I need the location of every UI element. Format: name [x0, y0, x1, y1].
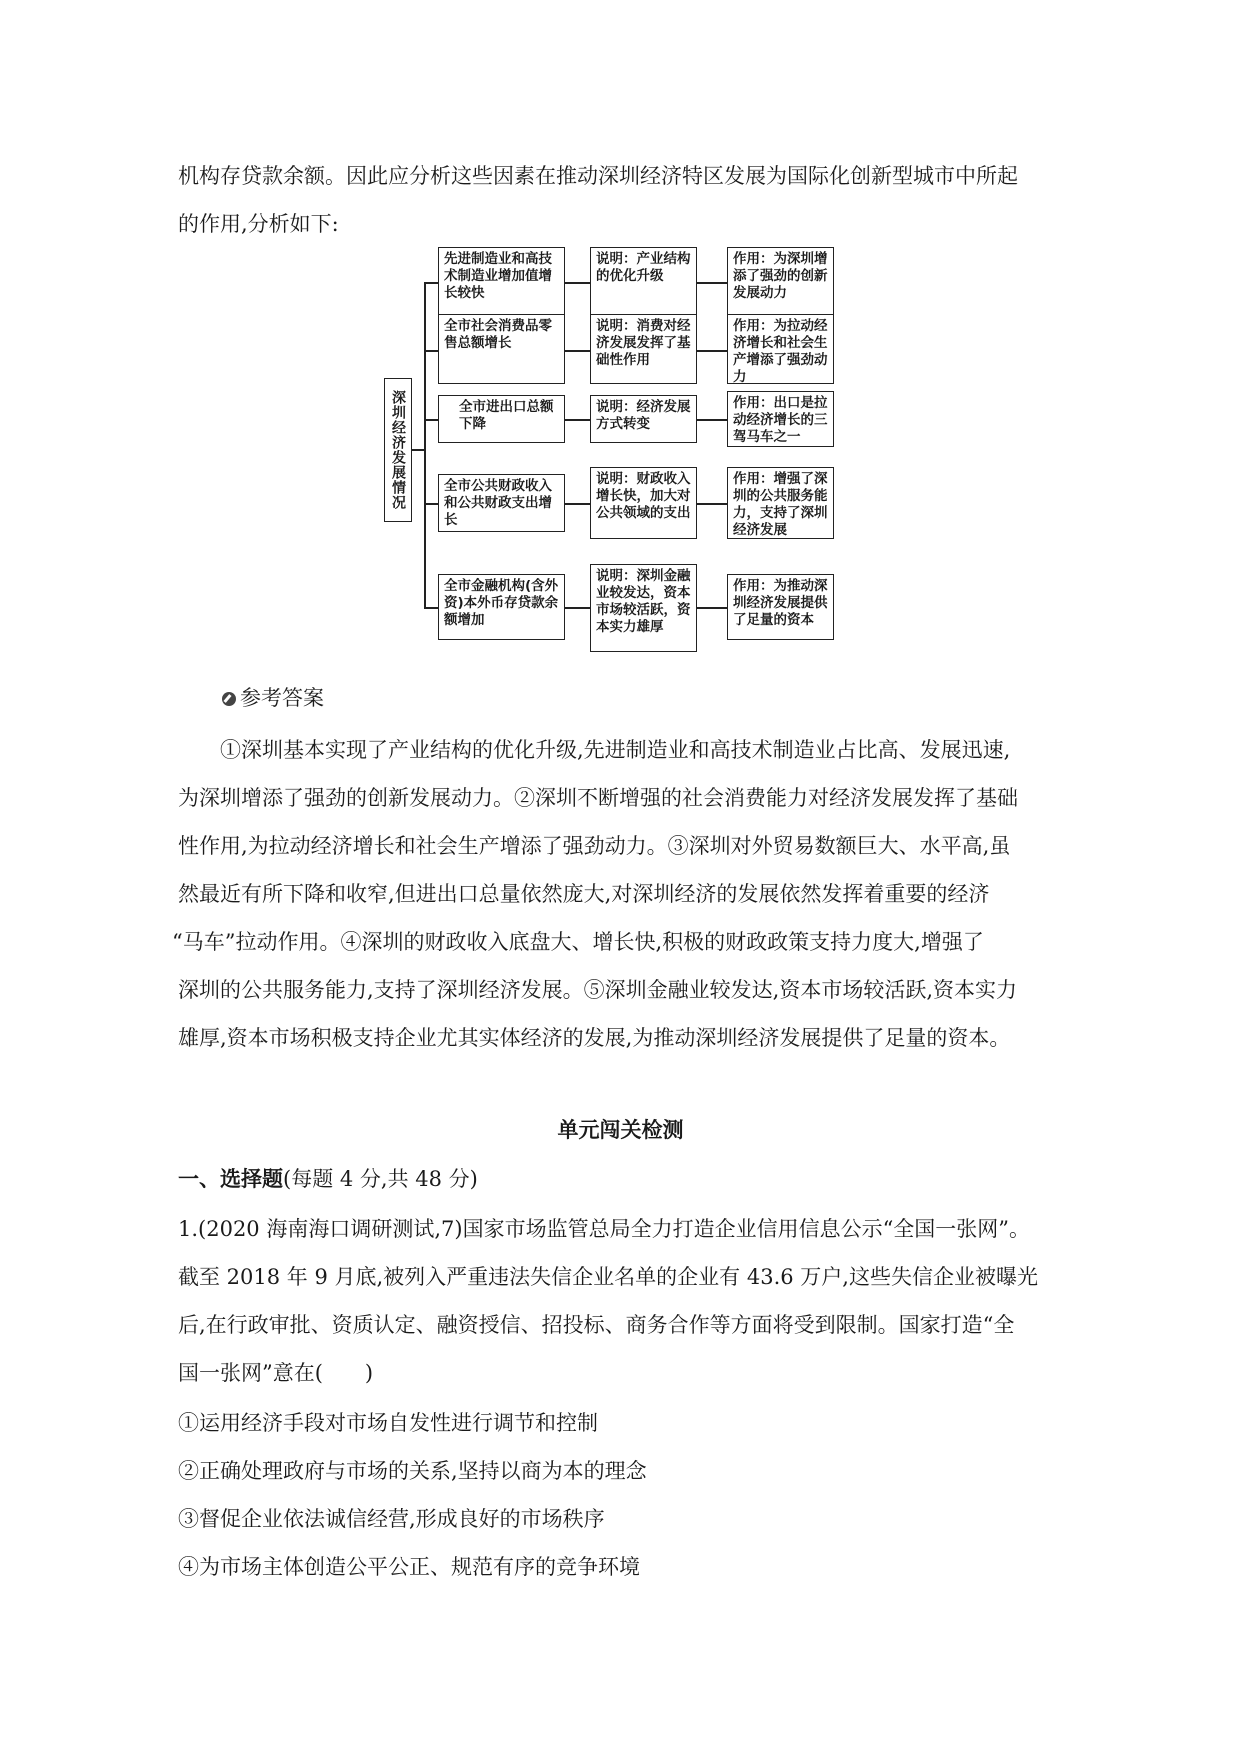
- row1-branch: [424, 282, 438, 284]
- bracket-spine: [424, 282, 426, 607]
- row4-effect-box: 作用：增强了深圳的公共服务能力，支持了深圳经济发展: [727, 467, 834, 539]
- row5-effect-box: 作用：为推动深圳经济发展提供了足量的资本: [727, 574, 834, 640]
- root-connector: [412, 449, 424, 451]
- row2-explain-box: 说明：消费对经济发展发挥了基础性作用: [590, 314, 697, 384]
- row1-factor-box: 先进制造业和高技术制造业增加值增长较快: [438, 247, 565, 317]
- option-3: ③督促企业依法诚信经营,形成良好的市场秩序: [178, 1507, 605, 1531]
- row1-explain-box: 说明：产业结构的优化升级: [590, 247, 697, 317]
- option-2: ②正确处理政府与市场的关系,坚持以商为本的理念: [178, 1459, 647, 1483]
- answer-heading-text: 参考答案: [240, 686, 324, 710]
- option-4: ④为市场主体创造公平公正、规范有序的竞争环境: [178, 1555, 640, 1579]
- row4-link-a: [565, 503, 590, 505]
- row4-explain-box: 说明：财政收入增长快，加大对公共领域的支出: [590, 467, 697, 539]
- row3-branch: [424, 419, 438, 421]
- row3-link-b: [697, 419, 727, 421]
- question-line-4: 国一张网”意在( ): [178, 1361, 374, 1385]
- row3-factor-box: 全市进出口总额下降: [438, 395, 565, 443]
- row1-link-b: [697, 282, 727, 284]
- row2-link-b: [697, 350, 727, 352]
- question-line-2: 截至 2018 年 9 月底,被列入严重违法失信企业名单的企业有 43.6 万户,这些失信企业被曝光: [178, 1265, 1038, 1289]
- answer-line-4: 然最近有所下降和收窄,但进出口总量依然庞大,对深圳经济的发展依然发挥着重要的经济: [178, 882, 990, 906]
- row3-explain-box: 说明：经济发展方式转变: [590, 395, 697, 443]
- answer-heading: [222, 683, 1122, 713]
- row5-link-b: [697, 607, 727, 609]
- answer-line-7: 雄厚,资本市场积极支持企业尤其实体经济的发展,为推动深圳经济发展提供了足量的资本。: [178, 1026, 1011, 1050]
- row3-link-a: [565, 419, 590, 421]
- row4-factor-box: 全市公共财政收入和公共财政支出增长: [438, 474, 565, 532]
- row2-link-a: [565, 350, 590, 352]
- answer-line-6: 深圳的公共服务能力,支持了深圳经济发展。⑤深圳金融业较发达,资本市场较活跃,资本实力: [178, 978, 1018, 1002]
- answer-line-2: 为深圳增添了强劲的创新发展动力。②深圳不断增强的社会消费能力对经济发展发挥了基础: [178, 786, 1018, 810]
- intro-line-1: 机构存贷款余额。因此应分析这些因素在推动深圳经济特区发展为国际化创新型城市中所起: [178, 164, 1018, 188]
- answer-line-5: “马车”拉动作用。④深圳的财政收入底盘大、增长快,积极的财政政策支持力度大,增强了: [172, 930, 984, 954]
- row3-effect-box: 作用：出口是拉动经济增长的三驾马车之一: [727, 391, 834, 447]
- option-1: ①运用经济手段对市场自发性进行调节和控制: [178, 1411, 598, 1435]
- part-heading: [178, 1164, 1078, 1194]
- diagram-root-box: 深圳经济发展情况: [384, 378, 412, 522]
- row5-link-a: [565, 607, 590, 609]
- row5-explain-box: 说明：深圳金融业较发达，资本市场较活跃，资本实力雄厚: [590, 564, 697, 652]
- question-line-3: 后,在行政审批、资质认定、融资授信、招投标、商务合作等方面将受到限制。国家打造“全: [178, 1313, 1015, 1337]
- part-label: 一、选择题: [178, 1166, 283, 1191]
- intro-line-2: 的作用,分析如下:: [178, 212, 339, 236]
- row1-link-a: [565, 282, 590, 284]
- section-title: 单元闯关检测: [557, 1117, 684, 1142]
- question-line-1: 1.(2020 海南海口调研测试,7)国家市场监管总局全力打造企业信用信息公示“全国一张网”。: [178, 1217, 1031, 1241]
- row2-effect-box: 作用：为拉动经济增长和社会生产增添了强劲动力: [727, 314, 834, 384]
- row2-branch: [424, 350, 438, 352]
- row2-factor-box: 全市社会消费品零售总额增长: [438, 314, 565, 384]
- row1-effect-box: 作用：为深圳增添了强劲的创新发展动力: [727, 247, 834, 317]
- row4-branch: [424, 503, 438, 505]
- shenzhen-economy-diagram: [386, 246, 858, 670]
- row5-factor-box: 全市金融机构(含外资)本外币存贷款余额增加: [438, 574, 565, 640]
- row4-link-b: [697, 503, 727, 505]
- part-note: (每题 4 分,共 48 分): [283, 1167, 478, 1191]
- row5-branch: [424, 607, 438, 609]
- answer-line-1: ①深圳基本实现了产业结构的优化升级,先进制造业和高技术制造业占比高、发展迅速,: [220, 738, 1011, 762]
- answer-line-3: 性作用,为拉动经济增长和社会生产增添了强劲动力。③深圳对外贸易数额巨大、水平高,虽: [178, 834, 1011, 858]
- pen-icon: [222, 692, 236, 706]
